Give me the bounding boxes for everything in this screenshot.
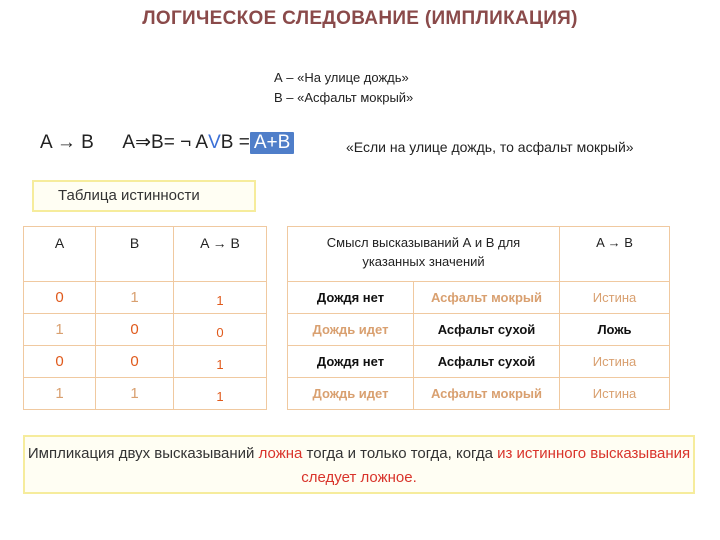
page-title: ЛОГИЧЕСКОЕ СЛЕДОВАНИЕ (ИМПЛИКАЦИЯ)	[142, 8, 578, 29]
cell-statement-b: Асфальт сухой	[414, 314, 560, 346]
cell-result: Истина	[560, 346, 670, 378]
formula-b-eq: B =	[220, 132, 250, 153]
table-row	[288, 314, 670, 346]
cell-a: 0	[24, 346, 96, 378]
table-row	[288, 346, 670, 378]
table-row	[24, 282, 267, 314]
cell-statement-b: Асфальт мокрый	[414, 282, 560, 314]
cell-statement-a: Дождя нет	[288, 282, 414, 314]
cell-result: Истина	[560, 282, 670, 314]
cell-result: 0	[174, 314, 267, 346]
cell-a: 1	[24, 314, 96, 346]
cell-result: 1	[174, 378, 267, 410]
summary-text-1: Импликация двух высказываний	[27, 445, 259, 462]
cell-b: 0	[96, 346, 174, 378]
cell-result: 1	[174, 282, 267, 314]
formula-double-arrow: ⇒	[135, 132, 152, 153]
formula-or-symbol: V	[208, 132, 221, 153]
cell-result: 1	[174, 346, 267, 378]
table-row	[24, 346, 267, 378]
cell-statement-b: Асфальт мокрый	[414, 378, 560, 410]
cell-statement-a: Дождя нет	[288, 346, 414, 378]
formula-highlight	[250, 132, 294, 154]
cell-b: 1	[96, 282, 174, 314]
cell-b: 0	[96, 314, 174, 346]
meaning-table	[287, 226, 670, 410]
summary-false-word: ложна	[258, 445, 303, 462]
summary-true-statement: из истинного высказывания	[497, 445, 691, 462]
formula-a: A	[122, 132, 136, 153]
header-meaning: Смысл высказываний А и В для указанных значений	[288, 227, 560, 282]
cell-a: 1	[24, 378, 96, 410]
table-row	[288, 282, 670, 314]
truth-table-label: Таблица истинности	[32, 180, 256, 212]
cell-statement-b: Асфальт сухой	[414, 346, 560, 378]
implication-summary	[23, 435, 695, 494]
table-header-row	[288, 227, 670, 282]
implication-quote: «Если на улице дождь, то асфальт мокрый»	[346, 139, 634, 155]
definition-b: В – «Асфальт мокрый»	[274, 90, 414, 105]
truth-table	[23, 226, 267, 410]
cell-statement-a: Дождь идет	[288, 314, 414, 346]
cell-a: 0	[24, 282, 96, 314]
formula-highlight-b: B	[277, 132, 291, 153]
cell-statement-a: Дождь идет	[288, 378, 414, 410]
header-a-implies-b: A → B	[560, 227, 670, 282]
formula-not-a: B= ¬ A	[151, 132, 209, 153]
summary-text-3: следует ложное.	[301, 469, 417, 486]
table-row	[288, 378, 670, 410]
table-row	[24, 378, 267, 410]
formula-plus: +	[266, 132, 278, 153]
summary-text-2: тогда и только тогда, когда	[302, 445, 498, 462]
cell-b: 1	[96, 378, 174, 410]
header-b: B	[96, 227, 174, 282]
cell-result: Ложь	[560, 314, 670, 346]
formula-neg-a: $\overline{A}$	[253, 132, 267, 153]
header-a-implies-b: A → B	[174, 227, 267, 282]
definition-a: А – «На улице дождь»	[274, 70, 409, 85]
formula-implication: A → B	[40, 132, 94, 153]
table-header-row	[24, 227, 267, 282]
table-row	[24, 314, 267, 346]
cell-result: Истина	[560, 378, 670, 410]
formula	[40, 131, 294, 154]
header-a: A	[24, 227, 96, 282]
